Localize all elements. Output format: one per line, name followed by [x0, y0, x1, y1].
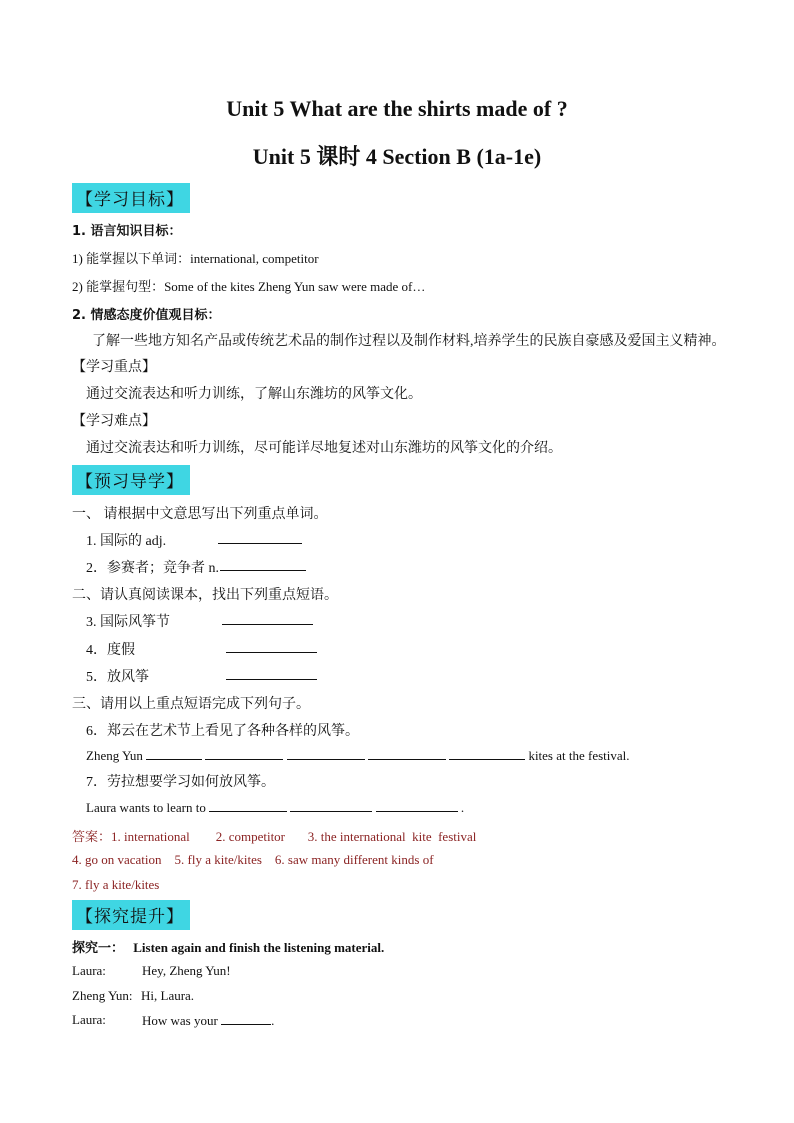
key-points-text: 通过交流表达和听力训练，了解山东潍坊的风筝文化。 — [86, 387, 422, 402]
answer-blank[interactable] — [287, 747, 365, 760]
goal-2a: 了解一些地方知名产品或传统艺术品的制作过程以及制作材料,培养学生的民族自豪感及爱国主义精神。 — [92, 334, 726, 349]
answer-blank[interactable] — [226, 667, 317, 680]
answers-line-3: 7. fly a kite/kites — [72, 877, 160, 892]
section-goals-tag: 【学习目标】 — [72, 183, 190, 213]
answers-line-1: 答案：1. international 2. competitor 3. the international kite festival — [72, 829, 477, 844]
dialogue-speaker: Zheng Yun: — [72, 988, 133, 1003]
dialogue-line — [142, 1012, 274, 1029]
answer-blank[interactable] — [449, 747, 525, 760]
preview-item-2: 2．参赛者；竞争者 n. — [86, 561, 219, 576]
answer-blank[interactable] — [376, 799, 458, 812]
answer-blank[interactable] — [290, 799, 372, 812]
preview-item-5: 5．放风筝 — [86, 670, 149, 685]
preview-part-2: 二、请认真阅读课本，找出下列重点短语。 — [72, 588, 338, 603]
answer-blank[interactable] — [368, 747, 446, 760]
sentence-7 — [86, 799, 464, 816]
answer-blank[interactable] — [226, 640, 317, 653]
preview-part-3: 三、请用以上重点短语完成下列句子。 — [72, 697, 310, 712]
dialogue-line: Hi, Laura. — [141, 988, 195, 1003]
answer-blank[interactable] — [205, 747, 283, 760]
goal-2-heading: 2. 情感态度价值观目标： — [72, 308, 221, 323]
answers-line-2: 4. go on vacation 5. fly a kite/kites 6. saw many different kinds of — [72, 852, 434, 867]
preview-part-1: 一、 请根据中文意思写出下列重点单词。 — [72, 507, 328, 522]
sentence-6-start: Zheng Yun — [86, 748, 143, 763]
dialogue-line-end: . — [271, 1013, 275, 1028]
explore-1-instruction: Listen again and finish the listening material. — [133, 940, 385, 955]
sentence-6 — [86, 747, 630, 764]
section-preview-tag: 【预习导学】 — [72, 465, 190, 495]
difficult-points-text: 通过交流表达和听力训练，尽可能详尽地复述对山东潍坊的风筝文化的介绍。 — [86, 441, 562, 456]
key-points-heading: 【学习重点】 — [72, 360, 156, 375]
dialogue-speaker: Laura: — [72, 1012, 106, 1027]
answer-blank[interactable] — [146, 747, 202, 760]
answer-blank[interactable] — [220, 558, 306, 571]
sentence-7-end: . — [460, 800, 465, 815]
preview-item-7: 7．劳拉想要学习如何放风筝。 — [86, 775, 275, 790]
dialogue-speaker: Laura: — [72, 963, 106, 978]
section-explore-tag: 【探究提升】 — [72, 900, 190, 930]
sentence-7-start: Laura wants to learn to — [86, 800, 206, 815]
explore-1 — [72, 937, 384, 956]
goal-1-heading: 1. 语言知识目标： — [72, 224, 182, 239]
preview-item-4: 4．度假 — [86, 643, 135, 658]
answer-blank[interactable] — [209, 799, 287, 812]
goal-1b: 2) 能掌握句型：Some of the kites Zheng Yun saw were made of… — [72, 279, 426, 294]
answer-blank[interactable] — [222, 612, 313, 625]
explore-1-label: 探究一： — [72, 941, 125, 956]
sentence-6-end: kites at the festival. — [528, 748, 630, 763]
goal-1a: 1) 能掌握以下单词：international, competitor — [72, 251, 319, 266]
dialogue-line-start: How was your — [142, 1013, 218, 1028]
answer-blank[interactable] — [218, 531, 302, 544]
dialogue-line: Hey, Zheng Yun! — [142, 963, 231, 978]
preview-item-1: 1. 国际的 adj. — [86, 534, 167, 549]
doc-subtitle: Unit 5 课时 4 Section B (1a-1e) — [252, 144, 542, 169]
answer-blank[interactable] — [221, 1012, 271, 1025]
preview-item-3: 3. 国际风筝节 — [86, 615, 170, 630]
preview-item-6: 6．郑云在艺术节上看见了各种各样的风筝。 — [86, 724, 359, 739]
difficult-points-heading: 【学习难点】 — [72, 414, 156, 429]
doc-title: Unit 5 What are the shirts made of ? — [226, 96, 568, 121]
